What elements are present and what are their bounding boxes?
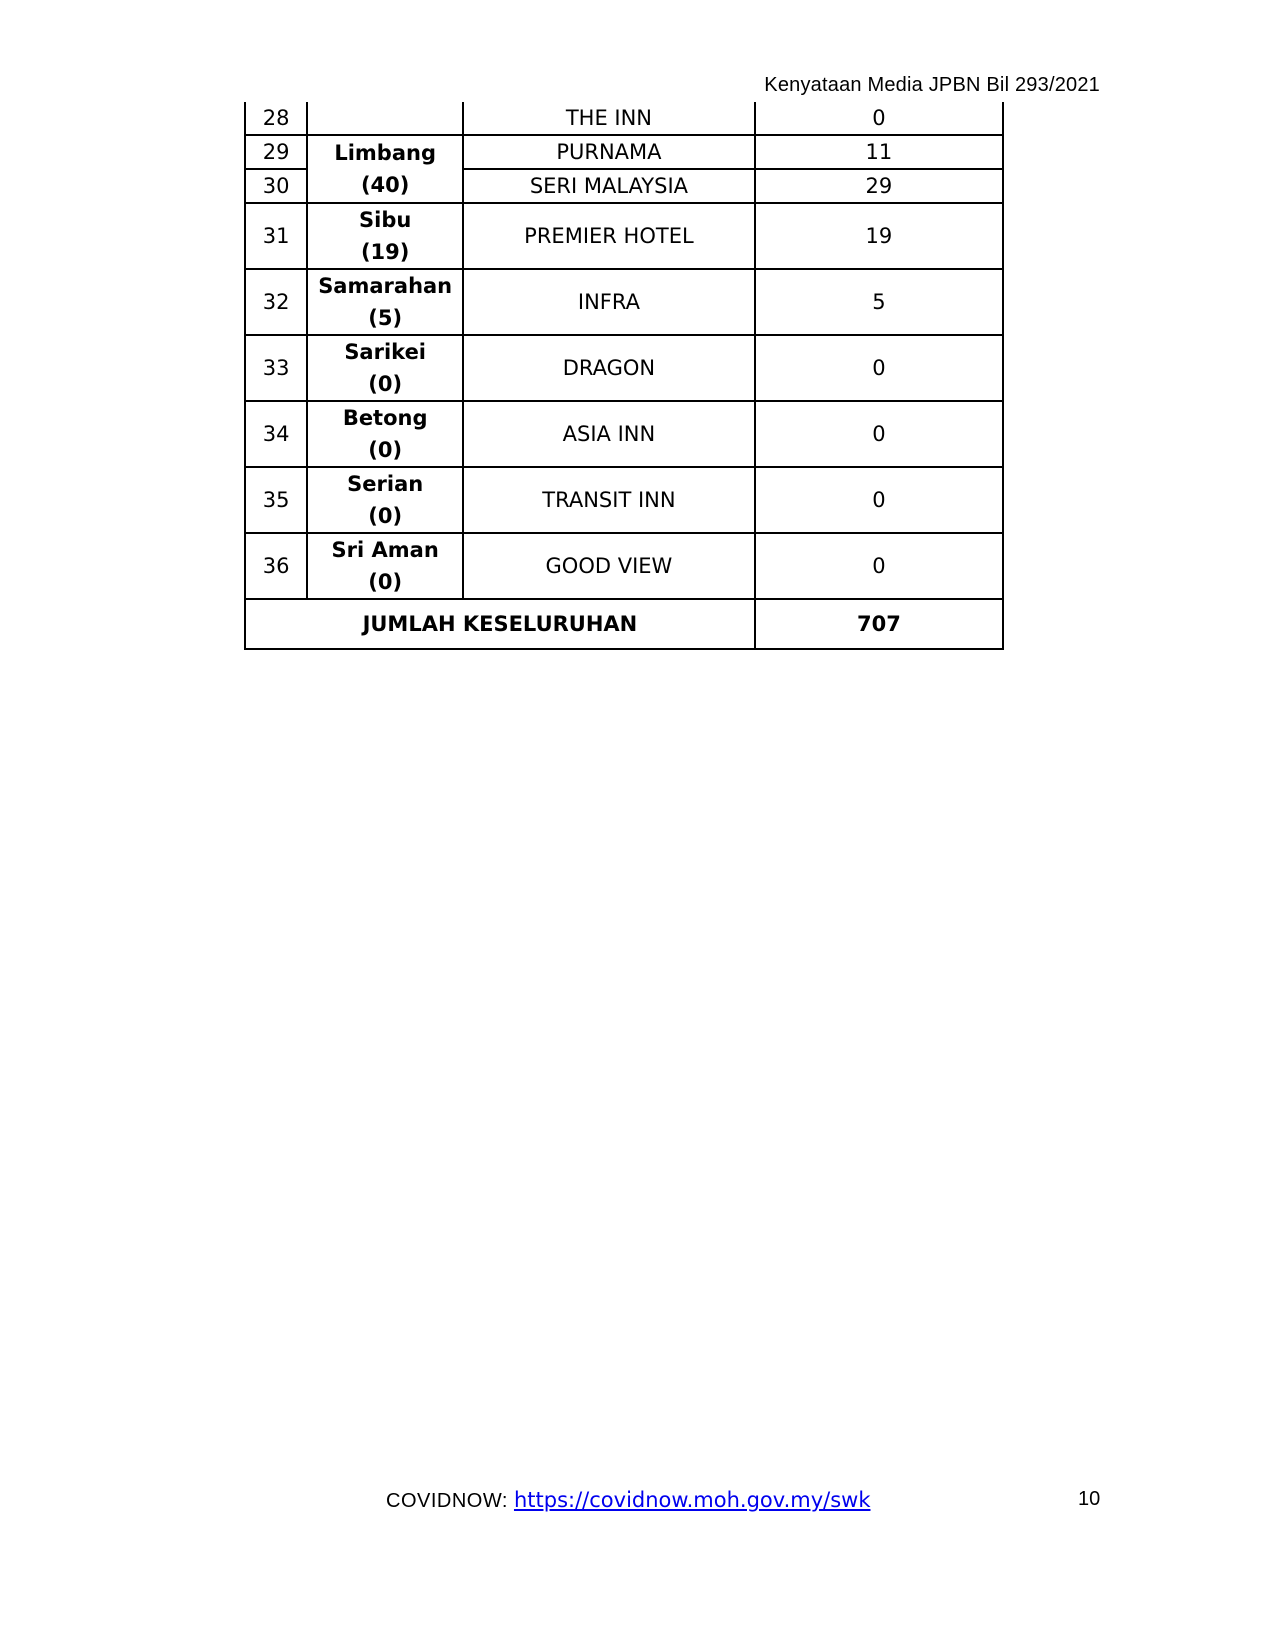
district-name: Samarahan bbox=[318, 274, 453, 298]
district-name: Limbang bbox=[334, 141, 436, 165]
row-number: 35 bbox=[245, 467, 307, 533]
case-count: 29 bbox=[755, 169, 1003, 203]
row-number: 30 bbox=[245, 169, 307, 203]
table-row bbox=[245, 102, 1003, 135]
case-count: 0 bbox=[755, 335, 1003, 401]
district-total: (0) bbox=[368, 438, 403, 462]
total-value: 707 bbox=[755, 599, 1003, 649]
case-count: 0 bbox=[755, 533, 1003, 599]
quarantine-hotel-table bbox=[244, 102, 1004, 650]
hotel-name: ASIA INN bbox=[463, 401, 755, 467]
hotel-name: DRAGON bbox=[463, 335, 755, 401]
district-name: Sibu bbox=[359, 208, 412, 232]
district-cell bbox=[307, 135, 463, 203]
source-line bbox=[386, 1488, 871, 1513]
total-row bbox=[245, 599, 1003, 649]
district-cell bbox=[307, 401, 463, 467]
district-total: (0) bbox=[368, 504, 403, 528]
table-row bbox=[245, 467, 1003, 533]
district-name: Betong bbox=[342, 406, 428, 430]
hotel-name: INFRA bbox=[463, 269, 755, 335]
row-number: 28 bbox=[245, 102, 307, 135]
total-label: JUMLAH KESELURUHAN bbox=[245, 599, 755, 649]
table-row bbox=[245, 135, 1003, 169]
district-total: (0) bbox=[368, 372, 403, 396]
case-count: 11 bbox=[755, 135, 1003, 169]
covidnow-link[interactable]: https://covidnow.moh.gov.my/swk bbox=[513, 1488, 871, 1512]
hotel-name: GOOD VIEW bbox=[463, 533, 755, 599]
table-row bbox=[245, 203, 1003, 269]
district-name: Sarikei bbox=[344, 340, 427, 364]
row-number: 34 bbox=[245, 401, 307, 467]
row-number: 29 bbox=[245, 135, 307, 169]
document-reference: Kenyataan Media JPBN Bil 293/2021 bbox=[764, 74, 1100, 96]
district-name: Serian bbox=[347, 472, 424, 496]
hotel-name: SERI MALAYSIA bbox=[463, 169, 755, 203]
table-row bbox=[245, 533, 1003, 599]
case-count: 0 bbox=[755, 467, 1003, 533]
district-cell bbox=[307, 467, 463, 533]
hotel-name: PREMIER HOTEL bbox=[463, 203, 755, 269]
hotel-name: TRANSIT INN bbox=[463, 467, 755, 533]
district-cell bbox=[307, 102, 463, 135]
page-number: 10 bbox=[1078, 1488, 1101, 1510]
district-total: (5) bbox=[368, 306, 403, 330]
district-cell bbox=[307, 203, 463, 269]
table-row bbox=[245, 335, 1003, 401]
case-count: 0 bbox=[755, 102, 1003, 135]
table-row bbox=[245, 401, 1003, 467]
district-total: (0) bbox=[368, 570, 403, 594]
district-total: (40) bbox=[360, 173, 410, 197]
district-name: Sri Aman bbox=[331, 538, 439, 562]
hotel-name: PURNAMA bbox=[463, 135, 755, 169]
source-label: COVIDNOW: bbox=[386, 1490, 514, 1512]
case-count: 19 bbox=[755, 203, 1003, 269]
row-number: 36 bbox=[245, 533, 307, 599]
row-number: 32 bbox=[245, 269, 307, 335]
district-total: (19) bbox=[360, 240, 410, 264]
district-cell bbox=[307, 335, 463, 401]
row-number: 31 bbox=[245, 203, 307, 269]
case-count: 5 bbox=[755, 269, 1003, 335]
case-count: 0 bbox=[755, 401, 1003, 467]
row-number: 33 bbox=[245, 335, 307, 401]
hotel-name: THE INN bbox=[463, 102, 755, 135]
district-cell bbox=[307, 533, 463, 599]
table-row bbox=[245, 269, 1003, 335]
district-cell bbox=[307, 269, 463, 335]
